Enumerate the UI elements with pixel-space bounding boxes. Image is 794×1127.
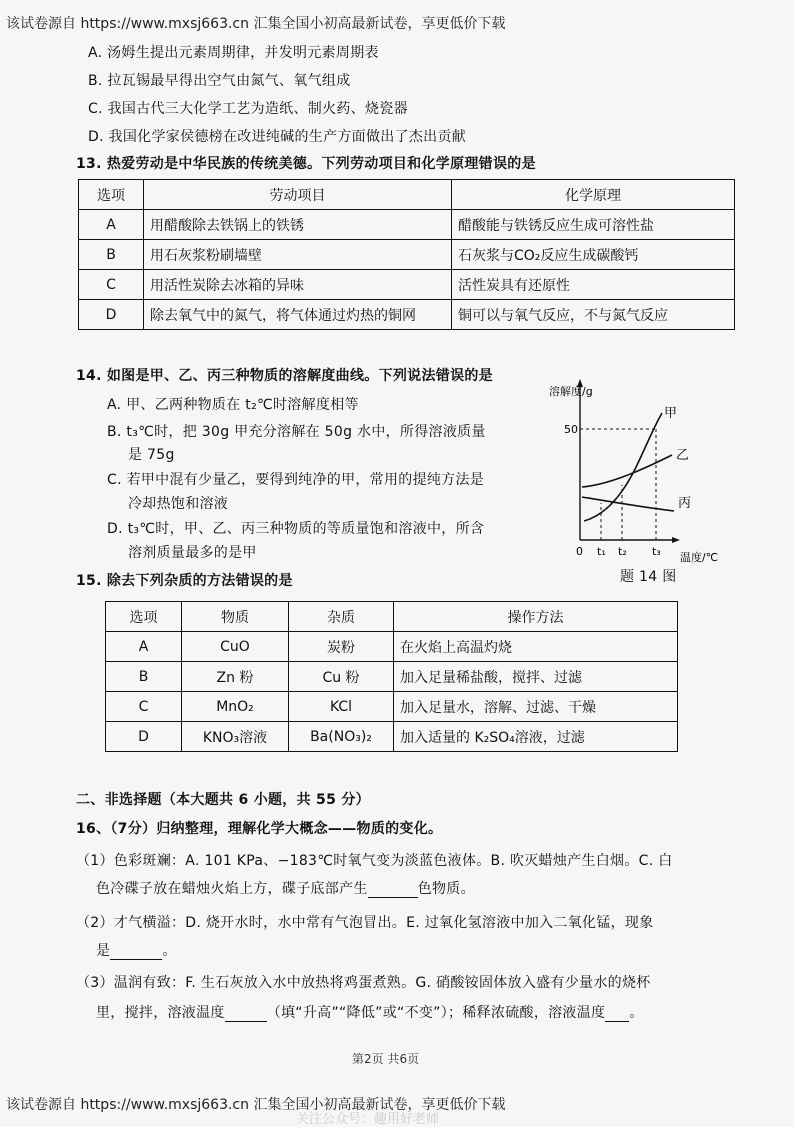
q16-part3-text-b: （填“升高”“降低”或“不变”）；稀释浓硫酸，溶液温度: [266, 1005, 606, 1021]
q16-part2-text-b: 。: [162, 943, 177, 959]
q14-option-b-cont: 是 75g: [128, 447, 175, 463]
q16-part2-line1: （2）才气横溢：D. 烧开水时，水中常有气泡冒出。E. 过氧化氢溶液中加入二氧化锰，现象: [76, 915, 654, 931]
table-cell: 用醋酸除去铁锅上的铁锈: [144, 210, 452, 240]
q14-option-d-cont: 溶剂质量最多的是甲: [128, 545, 257, 561]
q16-part1-line1: （1）色彩斑斓：A. 101 KPa、−183℃时氧气变为淡蓝色液体。B. 吹灭蜡烛产生白烟。C. 白: [76, 853, 673, 869]
table-cell: 醋酸能与铁锈反应生成可溶性盐: [452, 210, 735, 240]
table-cell: C: [79, 270, 144, 300]
q14-option-a: A. 甲、乙两种物质在 t₂℃时溶解度相等: [107, 397, 359, 413]
table-header-cell: 物质: [182, 602, 289, 632]
x-tick-t1: t₁: [597, 545, 606, 558]
table-cell: Zn 粉: [182, 662, 289, 692]
watermark-top: 该试卷源自 https://www.mxsj663.cn 汇集全国小初高最新试卷，享更低价下载: [6, 16, 506, 32]
x-axis-arrow: [672, 537, 680, 543]
answer-blank-3[interactable]: [225, 1005, 267, 1022]
table-cell: Cu 粉: [289, 662, 394, 692]
table-row: [106, 722, 678, 752]
table-cell: 除去氧气中的氮气，将气体通过灼热的铜网: [144, 300, 452, 330]
table-cell: B: [79, 240, 144, 270]
table-cell: 加入足量水，溶解、过滤、干燥: [394, 692, 678, 722]
q13-stem: 13. 热爱劳动是中华民族的传统美德。下列劳动项目和化学原理错误的是: [76, 156, 536, 172]
table-cell: A: [79, 210, 144, 240]
q13-table: [78, 179, 735, 330]
q16-part3-line2: [96, 1002, 644, 1022]
q16-part3-line1: （3）温润有致：F. 生石灰放入水中放热将鸡蛋煮熟。G. 硝酸铵固体放入盛有少量水的烧杯: [76, 975, 651, 991]
table-row: [79, 210, 735, 240]
q15-stem: 15. 除去下列杂质的方法错误的是: [76, 573, 293, 589]
series-label-bing: 丙: [678, 496, 692, 511]
table-header-cell: 化学原理: [452, 180, 735, 210]
table-header-row: [106, 602, 678, 632]
table-row: [79, 240, 735, 270]
q16-part2-text-a: 是: [96, 943, 111, 959]
table-header-cell: 杂质: [289, 602, 394, 632]
q12-option-d: D. 我国化学家侯德榜在改进纯碱的生产方面做出了杰出贡献: [88, 129, 467, 145]
table-cell: 用活性炭除去冰箱的异味: [144, 270, 452, 300]
q15-table: [105, 601, 678, 752]
answer-blank-4[interactable]: [605, 1005, 629, 1022]
q16-part1-line2: [96, 878, 475, 898]
q16-part3-text-a: 里，搅拌，溶液温度: [96, 1005, 225, 1021]
q16-part1-text-b: 色物质。: [417, 881, 475, 897]
table-cell: 加入适量的 K₂SO₄溶液，过滤: [394, 722, 678, 752]
solubility-chart: [546, 375, 726, 575]
table-cell: 炭粉: [289, 632, 394, 662]
table-cell: CuO: [182, 632, 289, 662]
q14-option-c-cont: 冷却热饱和溶液: [128, 496, 229, 512]
curve-bing: [582, 497, 674, 511]
xlabel: 温度/℃: [680, 551, 719, 564]
table-cell: KCl: [289, 692, 394, 722]
table-cell: 在火焰上高温灼烧: [394, 632, 678, 662]
table-cell: D: [79, 300, 144, 330]
q12-option-a: A. 汤姆生提出元素周期律，并发明元素周期表: [88, 45, 379, 61]
table-cell: 加入足量稀盐酸，搅拌、过滤: [394, 662, 678, 692]
q14-option-b: B. t₃℃时，把 30g 甲充分溶解在 50g 水中，所得溶液质量: [107, 424, 486, 440]
q12-option-c: C. 我国古代三大化学工艺为造纸、制火药、烧瓷器: [88, 101, 408, 117]
table-row: [106, 662, 678, 692]
page-number: 第2页 共6页: [352, 1052, 420, 1066]
table-cell: KNO₃溶液: [182, 722, 289, 752]
table-header-cell: 选项: [79, 180, 144, 210]
q16-part3-text-c: 。: [629, 1005, 644, 1021]
table-cell: 铜可以与氧气反应，不与氮气反应: [452, 300, 735, 330]
table-row: [106, 692, 678, 722]
table-header-row: [79, 180, 735, 210]
faded-footer-text: 关注公众号：趣用好老师: [296, 1112, 440, 1127]
table-cell: D: [106, 722, 182, 752]
q16-stem: 16、（7分）归纳整理，理解化学大概念——物质的变化。: [76, 821, 443, 837]
q12-option-b: B. 拉瓦锡最早得出空气由氮气、氧气组成: [88, 73, 351, 89]
table-cell: Ba(NO₃)₂: [289, 722, 394, 752]
q14-option-d: D. t₃℃时，甲、乙、丙三种物质的等质量饱和溶液中，所含: [107, 521, 485, 537]
table-row: [106, 632, 678, 662]
section-heading: 二、非选择题（本大题共 6 小题，共 55 分）: [76, 792, 370, 808]
x-tick-t3: t₃: [652, 545, 661, 558]
table-cell: B: [106, 662, 182, 692]
q16-part1-text-a: 色冷碟子放在蜡烛火焰上方，碟子底部产生: [96, 881, 368, 897]
figure-caption: 题 14 图: [620, 569, 677, 585]
table-cell: MnO₂: [182, 692, 289, 722]
table-header-cell: 劳动项目: [144, 180, 452, 210]
ylabel-1: 溶解度/g: [549, 385, 593, 398]
answer-blank-1[interactable]: [368, 881, 418, 898]
x-tick-t2: t₂: [618, 545, 627, 558]
table-cell: 用石灰浆粉刷墙壁: [144, 240, 452, 270]
watermark-bottom: 该试卷源自 https://www.mxsj663.cn 汇集全国小初高最新试卷，享更低价下载: [6, 1097, 506, 1113]
table-cell: C: [106, 692, 182, 722]
q14-option-c: C. 若甲中混有少量乙，要得到纯净的甲，常用的提纯方法是: [107, 472, 485, 488]
q16-part2-line2: [96, 940, 177, 960]
table-header-cell: 选项: [106, 602, 182, 632]
table-row: [79, 300, 735, 330]
origin-label: 0: [576, 545, 583, 558]
series-label-jia: 甲: [664, 406, 678, 421]
y-tick-50: 50: [564, 423, 578, 436]
table-header-cell: 操作方法: [394, 602, 678, 632]
series-label-yi: 乙: [676, 448, 690, 463]
table-cell: A: [106, 632, 182, 662]
table-cell: 石灰浆与CO₂反应生成碳酸钙: [452, 240, 735, 270]
table-cell: 活性炭具有还原性: [452, 270, 735, 300]
answer-blank-2[interactable]: [110, 943, 162, 960]
table-row: [79, 270, 735, 300]
q14-stem: 14. 如图是甲、乙、丙三种物质的溶解度曲线。下列说法错误的是: [76, 368, 493, 384]
